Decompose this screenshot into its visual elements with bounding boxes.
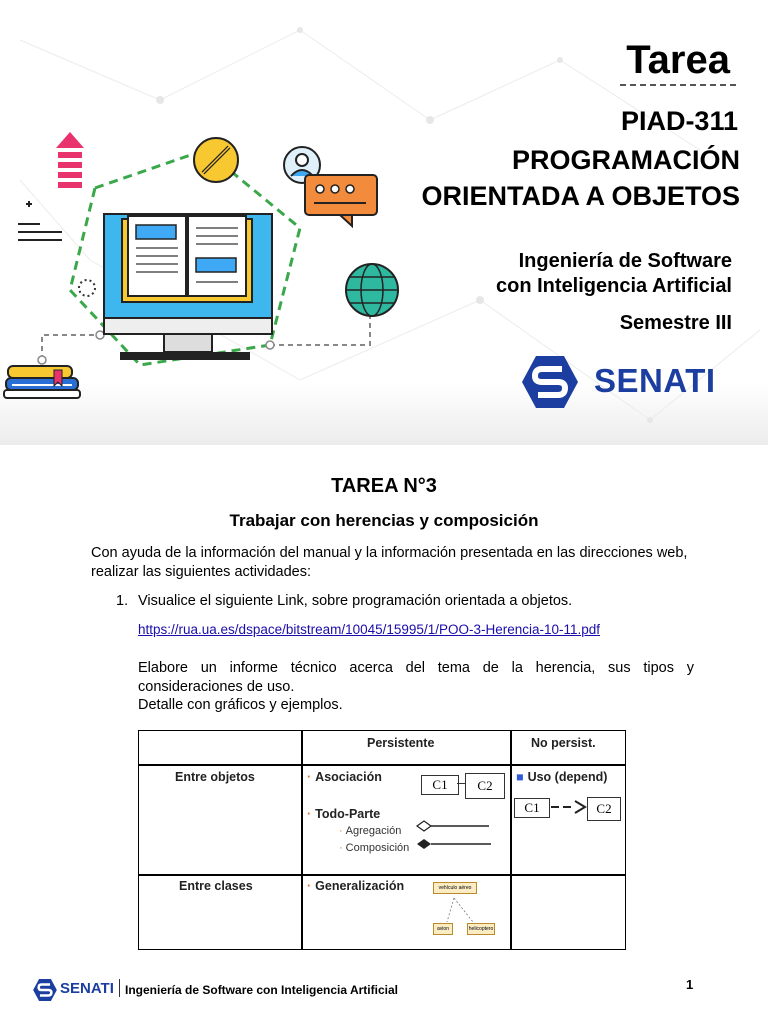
dependency-class-c1: C1 xyxy=(514,798,550,818)
intro-paragraph: Con ayuda de la información del manual y la información presentada en las direcciones web, realizar las siguientes actividades: xyxy=(91,545,688,580)
reference-link[interactable]: https://rua.ua.es/dspace/bitstream/10045/15995/1/POO-3-Herencia-10-11.pdf xyxy=(138,622,601,637)
generalization-parent-box: vehículo aéreo xyxy=(433,882,477,894)
cover-header xyxy=(0,0,768,445)
footer-separator xyxy=(119,979,120,997)
pen-icon xyxy=(194,138,238,182)
footer-career-text: Ingeniería de Software con Inteligencia Artificial xyxy=(125,983,398,997)
globe-icon xyxy=(346,264,398,316)
generalization-child-box: avion xyxy=(433,923,453,935)
chat-bubble-icon xyxy=(305,175,377,226)
dependency-class-c2: C2 xyxy=(587,797,621,821)
row-header-objects: Entre objetos xyxy=(175,770,255,784)
footer-senati-logo-icon xyxy=(33,979,57,1001)
generalization-lines xyxy=(433,892,493,926)
books-stack-icon xyxy=(4,366,80,398)
assignment-title: TAREA N°3 xyxy=(331,475,437,497)
computer-monitor-book-illustration xyxy=(104,214,272,360)
footer-brand-text: SENATI xyxy=(60,980,114,997)
association-label: · Asociación xyxy=(307,770,382,784)
course-name: PROGRAMACIÓN ORIENTADA A OBJETOS xyxy=(421,145,740,211)
upload-arrow-icon xyxy=(56,132,84,188)
course-code: PIAD-311 xyxy=(620,106,738,136)
senati-brand-text: SENATI xyxy=(594,362,716,399)
whole-part-label: · Todo-Parte xyxy=(307,807,381,821)
instruction-paragraph: Elabore un informe técnico acerca del tema de la herencia, sus tipos y consideraciones de uso. xyxy=(138,660,694,695)
aggregation-label: · Agregación xyxy=(339,825,402,837)
dependency-label: ■ Uso (depend) xyxy=(516,770,608,784)
generalization-child-box: helicoptero xyxy=(467,923,495,935)
semester-label: Semestre III xyxy=(619,312,732,334)
association-class-c1: C1 xyxy=(421,775,459,795)
assignment-subtitle: Trabajar con herencias y composición xyxy=(229,511,539,530)
list-item-text: Visualice el siguiente Link, sobre programación orientada a objetos. xyxy=(138,593,573,609)
generalization-label: · Generalización xyxy=(307,879,405,893)
title-dashed-rule xyxy=(620,84,736,86)
career-name: Ingeniería de Software con Inteligencia Artificial xyxy=(496,250,732,297)
col-header-non-persistent: No persist. xyxy=(531,736,596,750)
senati-logo-icon xyxy=(522,356,578,408)
aggregation-composition-symbols xyxy=(415,819,495,853)
association-class-c2: C2 xyxy=(465,773,505,799)
list-item-number: 1. xyxy=(116,593,129,609)
dependency-arrow xyxy=(549,799,589,815)
page-number: 1 xyxy=(686,977,694,992)
composition-label: · Composición xyxy=(339,842,410,854)
row-header-classes: Entre clases xyxy=(179,879,253,893)
instruction-detail: Detalle con gráficos y ejemplos. xyxy=(138,697,343,713)
col-header-persistent: Persistente xyxy=(367,736,435,750)
relationships-table xyxy=(138,730,626,950)
document-type-label: Tarea xyxy=(626,38,730,82)
